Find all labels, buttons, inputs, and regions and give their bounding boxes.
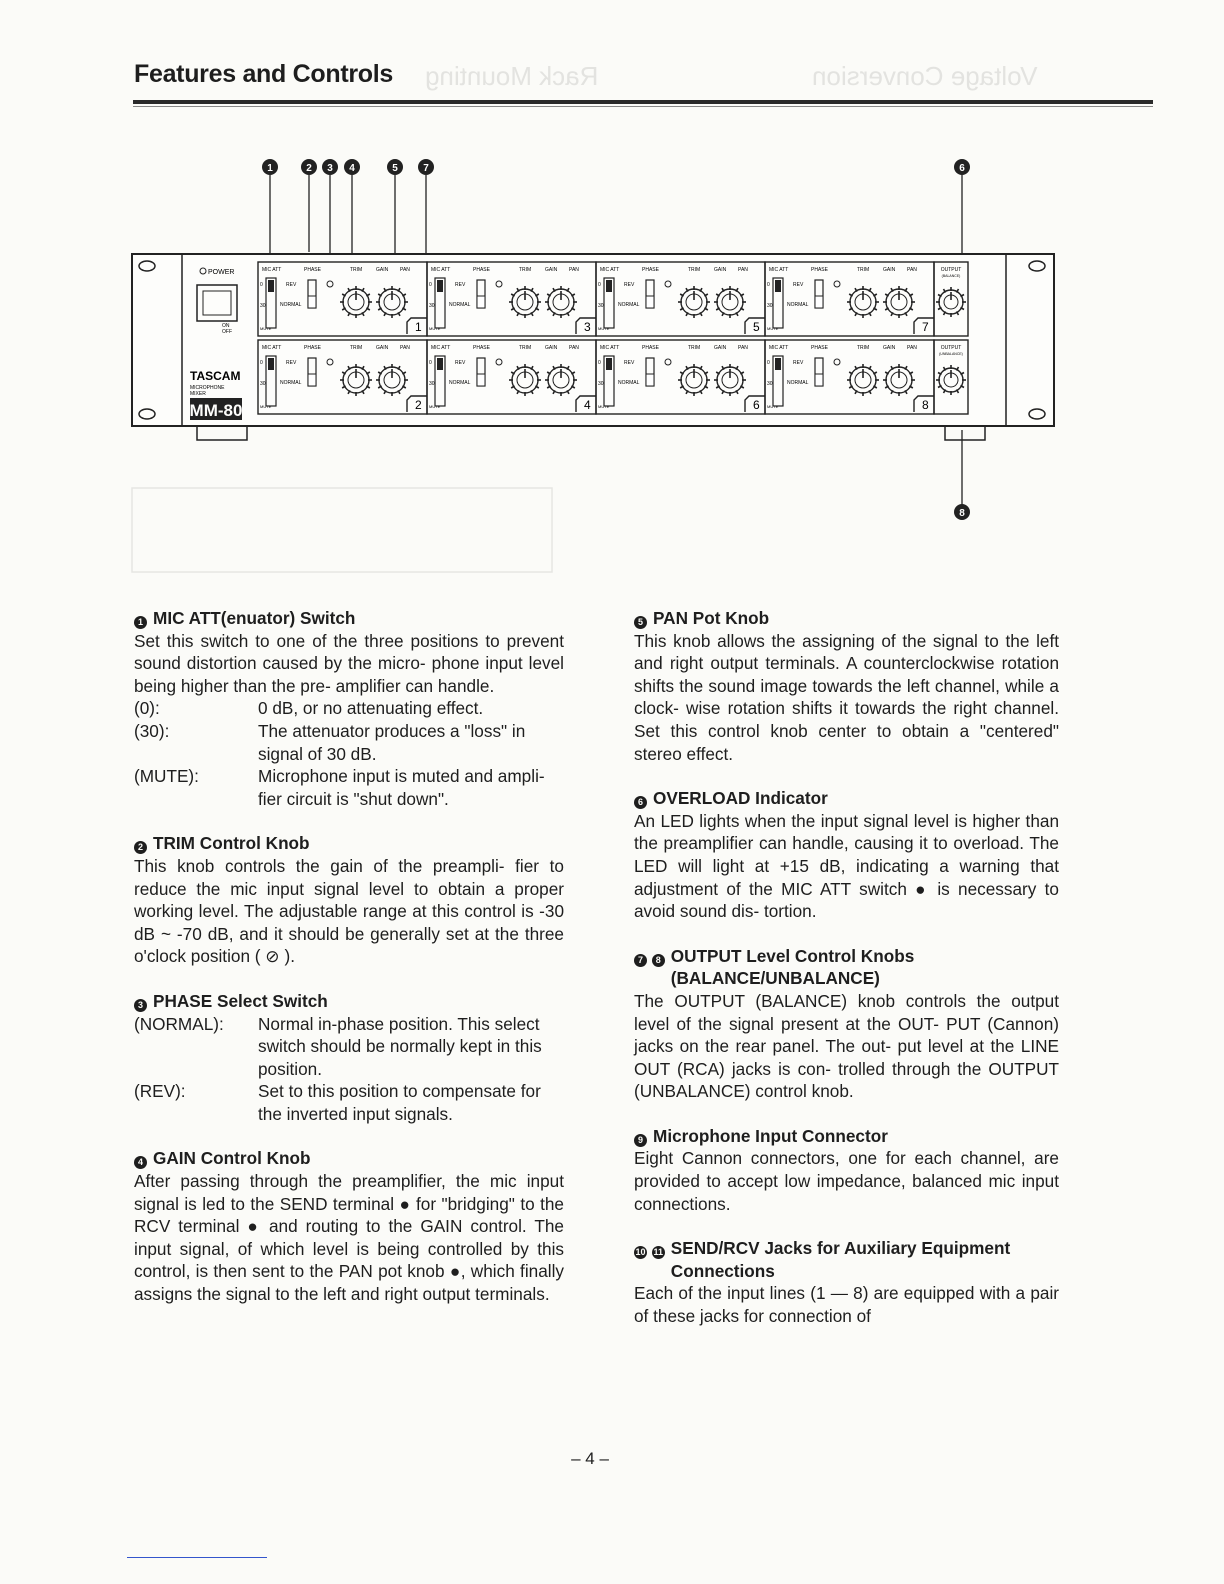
- callout-bullet-icon: 4: [134, 1156, 147, 1169]
- callout-top-3-label: 3: [327, 163, 333, 174]
- panel-label: PHASE: [811, 345, 828, 351]
- panel-label: OUTPUT: [940, 267, 962, 273]
- definition-desc: Set to this position to compensate for the inverted input signals.: [258, 1081, 541, 1124]
- panel-label: MIC ATT: [600, 345, 620, 351]
- section-heading-text: PHASE Select Switch: [153, 990, 328, 1011]
- panel-label: 0: [429, 360, 432, 366]
- panel-label: REV: [286, 360, 297, 366]
- bleed-through-heading-left: Rack Mounting: [425, 61, 599, 91]
- callout-top-3: [322, 159, 338, 175]
- channel-number: 5: [753, 320, 760, 334]
- panel-label: PAN: [907, 267, 917, 273]
- section-body: This knob allows the assigning of the signal to the left and right output terminals. A counterclockwise rotation shifts the sound image towards the left channel, while a clock- wise rotation shifts it towards the right channel. Set this control knob center to obtain a "centered" stereo effect.: [634, 630, 1059, 764]
- callout-bullet-icon: 7: [634, 954, 647, 967]
- feature-section: [634, 945, 1059, 1103]
- panel-label: TRIM: [350, 267, 363, 273]
- section-body: Eight Cannon connectors, one for each channel, are provided to accept low impedance, balanced mic input connections.: [634, 1148, 1059, 1214]
- mic-att-lever: [437, 280, 443, 292]
- definition-term: (NORMAL):: [134, 1013, 224, 1034]
- svg-text:6: 6: [959, 163, 965, 174]
- panel-label: GAIN: [545, 345, 558, 351]
- callout-top-1: [262, 159, 278, 175]
- panel-label: PAN: [738, 267, 748, 273]
- section-body: After passing through the preamplifier, the mic input signal is led to the SEND terminal ● for "bridging" to the RCV terminal ● and routing to the GAIN control. The input signal, of which level is being controlled by this control, is then sent to the PAN pot knob ●, which finally assigns the signal to the left and right output terminals.: [134, 1171, 564, 1305]
- section-number-badge: [634, 945, 665, 990]
- panel-label: 0: [260, 360, 263, 366]
- panel-label: NORMAL: [280, 380, 302, 386]
- phase-lever: [477, 296, 485, 308]
- panel-label: MUTE: [767, 326, 779, 331]
- channel-number: 8: [922, 398, 929, 412]
- feature-section: [134, 607, 564, 810]
- definition-desc: Normal in-phase position. This select switch should be normally kept in this position.: [258, 1013, 542, 1079]
- feature-section: [134, 832, 564, 968]
- section-number-badge: [134, 832, 147, 855]
- panel-label: GAIN: [376, 267, 389, 273]
- callout-top-7-label: 7: [423, 163, 429, 174]
- panel-label: MUTE: [429, 404, 441, 409]
- feature-section: [634, 1125, 1059, 1215]
- section-heading: [634, 945, 1059, 990]
- callout-top-4-label: 4: [349, 163, 355, 174]
- section-heading: [134, 832, 564, 855]
- panel-label: MIC ATT: [262, 267, 282, 273]
- definition-term: (MUTE):: [134, 766, 199, 787]
- product-line1: MICROPHONE: [190, 385, 225, 391]
- definition-desc: Microphone input is muted and ampli- fier circuit is "shut down".: [258, 766, 545, 809]
- mic-att-lever: [606, 280, 612, 292]
- phase-lever: [646, 296, 654, 308]
- channel-number: 1: [415, 320, 422, 334]
- panel-label: 30: [429, 381, 435, 387]
- phase-lever: [308, 374, 316, 386]
- section-heading-text: TRIM Control Knob: [153, 833, 310, 854]
- mic-att-lever: [606, 358, 612, 370]
- panel-label: PHASE: [642, 345, 659, 351]
- section-heading-text: OUTPUT Level Control Knobs (BALANCE/UNBALANCE): [670, 945, 915, 989]
- panel-label: PAN: [400, 345, 410, 351]
- callout-bullet-icon: 6: [634, 796, 647, 809]
- feature-section: [634, 1237, 1059, 1327]
- panel-label: REV: [455, 360, 466, 366]
- power-on-label: ON: [222, 323, 230, 329]
- panel-label: TRIM: [857, 267, 870, 273]
- panel-label: PAN: [400, 267, 410, 273]
- definition-row: [134, 765, 564, 810]
- section-body: Set this switch to one of the three positions to prevent sound distortion caused by the micro- phone input level being higher than the pre- amplifier can handle.: [134, 630, 564, 696]
- panel-label: PHASE: [304, 267, 321, 273]
- channel-number: 2: [415, 398, 422, 412]
- section-body: This knob controls the gain of the preampli- fier to reduce the mic input signal level to obtain a proper working level. The adjustable range at this control is -30 dB ~ -70 dB, and it should be generally set at the three o'clock position ( ⊘ ).: [134, 855, 564, 967]
- panel-label: TRIM: [857, 345, 870, 351]
- channel-number: 4: [584, 398, 591, 412]
- panel-label: NORMAL: [618, 380, 640, 386]
- model-name: MM-80: [189, 401, 243, 420]
- panel-label: TRIM: [519, 345, 532, 351]
- panel-label: GAIN: [883, 267, 896, 273]
- mic-att-lever: [268, 358, 274, 370]
- callout-top-5: [387, 159, 403, 175]
- definition-row: [134, 1080, 564, 1125]
- panel-label: GAIN: [545, 267, 558, 273]
- definition-desc: The attenuator produces a "loss" in signal of 30 dB.: [258, 720, 526, 764]
- panel-label: TRIM: [688, 345, 701, 351]
- section-number-badge: [634, 1237, 665, 1282]
- panel-label: OUTPUT: [940, 345, 962, 351]
- section-heading-text: OVERLOAD Indicator: [653, 788, 828, 809]
- section-body: Each of the input lines (1 — 8) are equipped with a pair of these jacks for connection of: [634, 1283, 1059, 1327]
- panel-label: TRIM: [519, 267, 532, 273]
- bleed-through-heading-right: Voltage Conversion: [812, 61, 1038, 91]
- panel-label: MIC ATT: [262, 345, 282, 351]
- callout-bullet-icon: 1: [134, 616, 147, 629]
- power-label: POWER: [208, 269, 235, 276]
- panel-label: 0: [598, 282, 601, 288]
- panel-label: NORMAL: [618, 302, 640, 308]
- callout-top-5-label: 5: [392, 163, 398, 174]
- panel-label: 0: [767, 282, 770, 288]
- section-heading: [134, 607, 564, 630]
- panel-label: REV: [793, 282, 804, 288]
- definition-row: [134, 697, 564, 720]
- footer-link-line: [127, 1557, 267, 1558]
- rack-foot: [197, 426, 247, 440]
- mic-att-lever: [268, 280, 274, 292]
- callout-bullet-icon: 11: [653, 1247, 664, 1258]
- callout-bullet-icon: 3: [134, 999, 147, 1012]
- panel-label: 30: [260, 381, 266, 387]
- page-title: Features and Controls: [134, 60, 394, 88]
- callout-top-2-label: 2: [306, 163, 312, 174]
- section-number-badge: [634, 607, 647, 630]
- panel-label: NORMAL: [449, 302, 471, 308]
- section-body: An LED lights when the input signal level is higher than the preamplifier can handle, causing it to overload. The LED will light at +15 dB, indicating a warning that adjustment of the MIC ATT switch ● is necessary to avoid sound dis- tortion.: [634, 810, 1059, 922]
- panel-label: 0: [598, 360, 601, 366]
- mic-att-lever: [437, 358, 443, 370]
- section-heading: [134, 990, 564, 1013]
- right-column: [634, 607, 1059, 1350]
- panel-label: PHASE: [473, 267, 490, 273]
- left-column: [134, 607, 564, 1328]
- callout-top-7: [418, 159, 434, 175]
- phase-lever: [646, 374, 654, 386]
- definition-term: (0):: [134, 698, 160, 719]
- page-number: – 4 –: [571, 1449, 609, 1468]
- panel-label: MIC ATT: [431, 345, 451, 351]
- channel-number: 6: [753, 398, 760, 412]
- panel-label: PHASE: [304, 345, 321, 351]
- panel-label: NORMAL: [280, 302, 302, 308]
- section-heading-text: GAIN Control Knob: [153, 1148, 311, 1169]
- power-off-label: OFF: [222, 329, 232, 335]
- callout-bullet-icon: 5: [634, 616, 647, 629]
- panel-label: GAIN: [376, 345, 389, 351]
- definition-row: [134, 720, 564, 765]
- panel-label: (UNBALANCE): [939, 352, 963, 356]
- panel-label: GAIN: [714, 345, 727, 351]
- panel-label: 0: [429, 282, 432, 288]
- section-number-badge: [134, 607, 147, 630]
- callout-top-2: [301, 159, 317, 175]
- feature-section: [134, 1147, 564, 1305]
- definition-desc: 0 dB, or no attenuating effect.: [258, 698, 484, 719]
- callout-bottom-8: [954, 504, 970, 520]
- panel-label: REV: [793, 360, 804, 366]
- panel-label: MIC ATT: [769, 345, 789, 351]
- panel-label: TRIM: [688, 267, 701, 273]
- definition-term: (REV):: [134, 1081, 186, 1102]
- channel-number: 3: [584, 320, 591, 334]
- phase-lever: [308, 296, 316, 308]
- section-number-badge: [134, 1147, 147, 1170]
- panel-label: NORMAL: [449, 380, 471, 386]
- panel-label: MUTE: [260, 404, 272, 409]
- section-number-badge: [634, 787, 647, 810]
- brand-logo: TASCAM: [190, 369, 241, 383]
- section-heading: [634, 1125, 1059, 1148]
- panel-label: MUTE: [260, 326, 272, 331]
- panel-label: REV: [624, 282, 635, 288]
- callout-bullet-icon: 9: [634, 1134, 647, 1147]
- panel-label: MIC ATT: [600, 267, 620, 273]
- bleed-through-rear-panel: [132, 488, 552, 572]
- section-heading: [634, 787, 1059, 810]
- panel-label: PAN: [569, 345, 579, 351]
- panel-label: 30: [598, 303, 604, 309]
- panel-label: MUTE: [429, 326, 441, 331]
- panel-label: PHASE: [642, 267, 659, 273]
- panel-label: PHASE: [473, 345, 490, 351]
- feature-section: [634, 787, 1059, 923]
- phase-lever: [477, 374, 485, 386]
- panel-label: 30: [767, 381, 773, 387]
- panel-label: 0: [767, 360, 770, 366]
- panel-label: NORMAL: [787, 380, 809, 386]
- panel-label: GAIN: [883, 345, 896, 351]
- panel-label: 30: [260, 303, 266, 309]
- panel-label: MIC ATT: [431, 267, 451, 273]
- callout-bullet-icon: 2: [134, 841, 147, 854]
- panel-label: REV: [286, 282, 297, 288]
- panel-label: 30: [767, 303, 773, 309]
- section-number-badge: [134, 990, 147, 1013]
- panel-label: GAIN: [714, 267, 727, 273]
- callout-top-4: [344, 159, 360, 175]
- panel-label: TRIM: [350, 345, 363, 351]
- mic-att-lever: [775, 280, 781, 292]
- section-heading-text: SEND/RCV Jacks for Auxiliary Equipment Connections: [670, 1238, 1011, 1281]
- mic-att-lever: [775, 358, 781, 370]
- section-heading-text: Microphone Input Connector: [653, 1125, 888, 1146]
- phase-lever: [815, 374, 823, 386]
- panel-label: MIC ATT: [769, 267, 789, 273]
- callout-bullet-icon: 8: [652, 954, 665, 967]
- product-line2: MIXER: [190, 391, 206, 397]
- panel-label: REV: [624, 360, 635, 366]
- section-body: The OUTPUT (BALANCE) knob controls the output level of the signal present at the OUT- PUT (Cannon) jacks on the rear panel. The out- put level at the LINE OUT (RCA) jacks is con- trolled through the OUTPUT (UNBALANCE) control knob.: [634, 990, 1059, 1102]
- panel-label: 0: [260, 282, 263, 288]
- section-heading: [634, 1237, 1059, 1282]
- panel-label: 30: [429, 303, 435, 309]
- callout-overload: [954, 159, 970, 175]
- callout-top-1-label: 1: [267, 163, 273, 174]
- section-heading: [634, 607, 1059, 630]
- section-number-badge: [634, 1125, 647, 1148]
- panel-label: MUTE: [598, 326, 610, 331]
- panel-label: REV: [455, 282, 466, 288]
- rack-foot: [945, 426, 985, 440]
- panel-label: NORMAL: [787, 302, 809, 308]
- feature-section: [634, 607, 1059, 765]
- panel-label: 30: [598, 381, 604, 387]
- channel-number: 7: [922, 320, 929, 334]
- feature-section: [134, 990, 564, 1126]
- panel-label: PAN: [907, 345, 917, 351]
- phase-lever: [815, 296, 823, 308]
- panel-label: PHASE: [811, 267, 828, 273]
- mixer-front-panel-diagram: [0, 0, 1224, 600]
- section-heading: [134, 1147, 564, 1170]
- definition-term: (30):: [134, 720, 170, 741]
- callout-bottom-8-label: 8: [959, 508, 965, 519]
- panel-label: MUTE: [598, 404, 610, 409]
- panel-label: MUTE: [767, 404, 779, 409]
- panel-label: PAN: [569, 267, 579, 273]
- panel-label: PAN: [738, 345, 748, 351]
- section-heading-text: PAN Pot Knob: [653, 608, 770, 628]
- panel-label: (BALANCE): [941, 274, 961, 278]
- section-heading-text: MIC ATT(enuator) Switch: [153, 608, 356, 628]
- definition-row: [134, 1013, 564, 1081]
- callout-bullet-icon: 10: [635, 1247, 646, 1258]
